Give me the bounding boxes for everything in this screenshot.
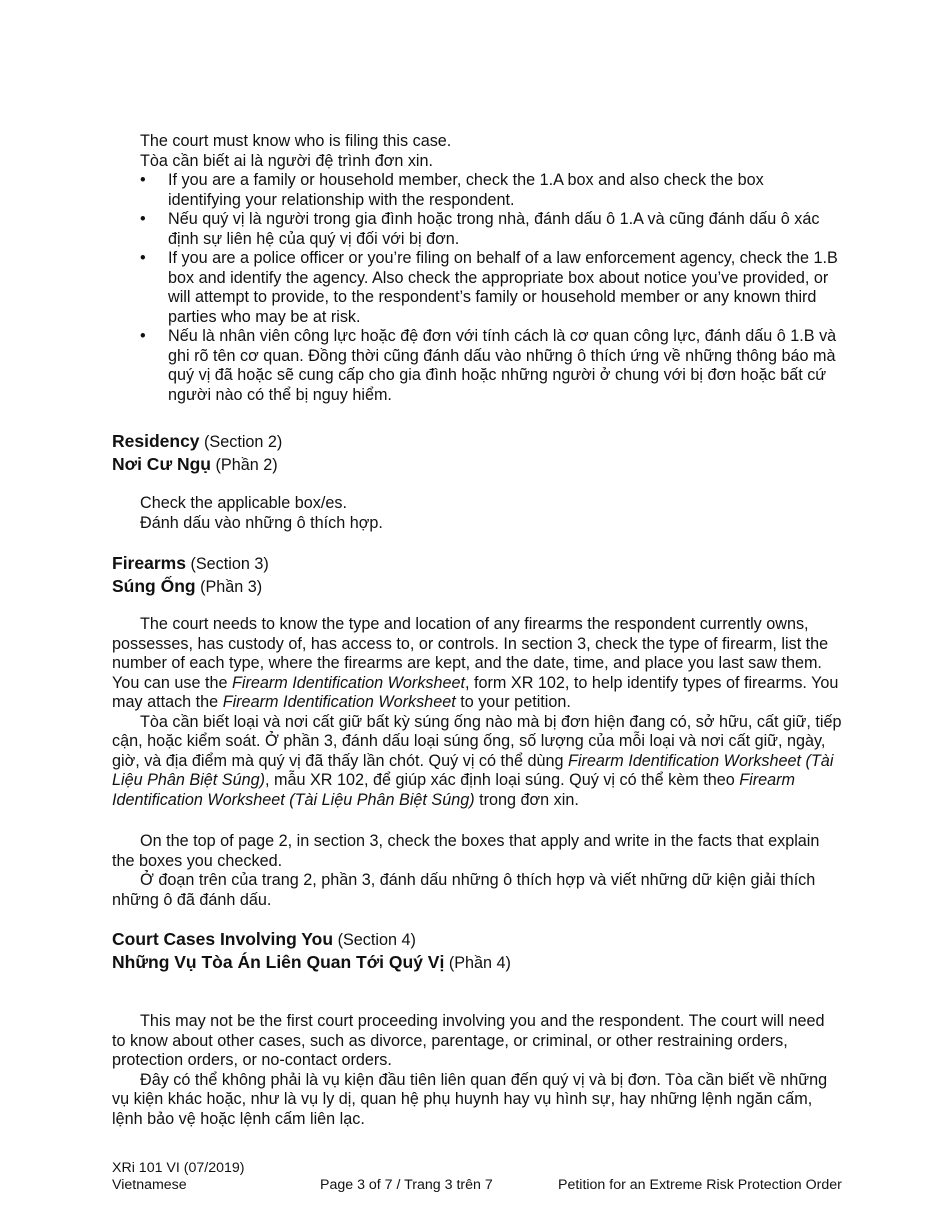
- footer-form-info: [112, 1160, 245, 1194]
- worksheet-title: Firearm Identification Worksheet (Tài Liệu Phân Biệt Súng): [112, 771, 795, 809]
- residency-title-en: Residency: [112, 431, 200, 451]
- bullet-text: Nếu là nhân viên công lực hoặc đệ đơn với tính cách là cơ quan công lực, đánh dấu ô 1.B và ghi rõ tên cơ quan. Đồng thời cũng đánh dấu vào những ô thích ứng về những thông báo mà quý vị đã hoặc sẽ cung cấp cho gia đình hoặc những người ở chung với bị đơn hoặc bất cứ người nào có thể bị nguy hiểm.: [168, 327, 837, 404]
- intro-line-vi: Tòa cần biết ai là người đệ trình đơn xin.: [140, 151, 434, 170]
- firearms-paragraph-vi: Tòa cần biết loại và nơi cất giữ bất kỳ súng ống nào mà bị đơn hiện đang có, sở hữu, cất giữ, tiếp cận, hoặc kiểm soát. Ở phần 3, đánh dấu loại súng ống, số lượng của mỗi loại và nơi cất giữ, ngày, giờ, và địa điểm mà quý vị đã thấy lần chót. Quý vị có thể dùng Firearm Identification Worksheet (Tài Liệu Phân Biệt Súng), mẫu XR 102, để giúp xác định loại súng. Quý vị có thể kèm theo Firearm Identification Worksheet (Tài Liệu Phân Biệt Súng) trong đơn xin.: [112, 712, 842, 809]
- residency-line-en: Check the applicable box/es.: [140, 494, 347, 512]
- worksheet-title: Firearm Identification Worksheet (Tài Liệu Phân Biệt Súng): [112, 751, 834, 789]
- list-item: [140, 327, 840, 405]
- worksheet-title: Firearm Identification Worksheet: [222, 693, 456, 711]
- footer-document-title: Petition for an Extreme Risk Protection Order: [558, 1177, 842, 1193]
- firearms-paragraph-en: The court needs to know the type and location of any firearms the respondent currently owns, possesses, has custody of, has access to, or controls. In section 3, check the type of firearm, list the number of each type, where the firearms are kept, and the date, time, and place you last saw them. You can use the Firearm Identification Worksheet, form XR 102, to help identify types of firearms. You may attach the Firearm Identification Worksheet to your petition.: [112, 615, 839, 711]
- footer-page-number: Page 3 of 7 / Trang 3 trên 7: [320, 1177, 493, 1193]
- residency-heading: [112, 431, 842, 476]
- firearms-page2-instructions: [112, 832, 842, 910]
- residency-section-en: (Section 2): [204, 433, 283, 451]
- bullet-icon: •: [140, 171, 146, 189]
- footer-language: Vietnamese: [112, 1177, 187, 1193]
- list-item: [140, 210, 840, 249]
- court-cases-section-vi: (Phần 4): [448, 953, 511, 972]
- firearms-page2-en: On the top of page 2, in section 3, check the boxes that apply and write in the facts that explain the boxes you checked.: [112, 832, 820, 870]
- bullet-icon: •: [140, 210, 146, 228]
- bullet-text: If you are a family or household member, check the 1.A box and also check the box identifying your relationship with the respondent.: [168, 171, 764, 209]
- firearms-section-en: (Section 3): [190, 555, 269, 573]
- footer-form-id: XRi 101 VI (07/2019): [112, 1160, 245, 1176]
- bullet-icon: •: [140, 249, 146, 267]
- firearms-page2-vi: Ở đoạn trên của trang 2, phần 3, đánh dấu những ô thích hợp và viết những dữ kiện giải thích những ô đã đánh dấu.: [112, 871, 816, 909]
- residency-text: [140, 494, 840, 533]
- firearms-section-vi: (Phần 3): [200, 577, 263, 596]
- court-cases-heading: [112, 929, 842, 974]
- court-cases-title-vi: Những Vụ Tòa Án Liên Quan Tới Quý Vị: [112, 951, 445, 972]
- firearms-title-vi: Súng Ống: [112, 575, 196, 596]
- bullet-text: If you are a police officer or you’re filing on behalf of a law enforcement agency, check the 1.B box and identify the agency. Also check the appropriate box about notice you’ve provided, or will attempt to provide, to the respondent’s family or household member or any known third parties who may be at risk.: [168, 249, 838, 326]
- intro-text: [140, 132, 840, 171]
- intro-line-en: The court must know who is filing this case.: [140, 132, 452, 150]
- bullet-text: Nếu quý vị là người trong gia đình hoặc trong nhà, đánh dấu ô 1.A và cũng đánh dấu ô xác định sự liên hệ của quý vị đối với bị đơn.: [168, 210, 820, 248]
- list-item: [140, 171, 840, 210]
- court-cases-title-en: Court Cases Involving You: [112, 929, 334, 949]
- court-cases-paragraph-en: This may not be the first court proceeding involving you and the respondent. The court will need to know about other cases, such as divorce, parentage, or criminal, or other restraining orders, protection orders, or no-contact orders.: [112, 1012, 825, 1069]
- residency-section-vi: (Phần 2): [215, 455, 278, 474]
- firearms-heading: [112, 553, 842, 598]
- court-cases-paragraph-vi: Đây có thể không phải là vụ kiện đầu tiên liên quan đến quý vị và bị đơn. Tòa cần biết về những vụ kiện khác hoặc, như là vụ ly dị, quan hệ phụ huynh hay vụ hình sự, hay những lệnh ngăn cấm, lệnh bảo vệ hoặc lệnh cấm liên lạc.: [112, 1070, 828, 1128]
- residency-line-vi: Đánh dấu vào những ô thích hợp.: [140, 513, 383, 532]
- court-cases-body: [112, 1012, 842, 1129]
- firearms-title-en: Firearms: [112, 553, 186, 573]
- worksheet-title: Firearm Identification Worksheet: [232, 673, 466, 692]
- firearms-body: [112, 615, 842, 810]
- intro-bullet-list: [140, 171, 840, 405]
- court-cases-section-en: (Section 4): [337, 931, 416, 949]
- bullet-icon: •: [140, 327, 146, 345]
- list-item: [140, 249, 840, 327]
- residency-title-vi: Nơi Cư Ngụ: [112, 453, 211, 474]
